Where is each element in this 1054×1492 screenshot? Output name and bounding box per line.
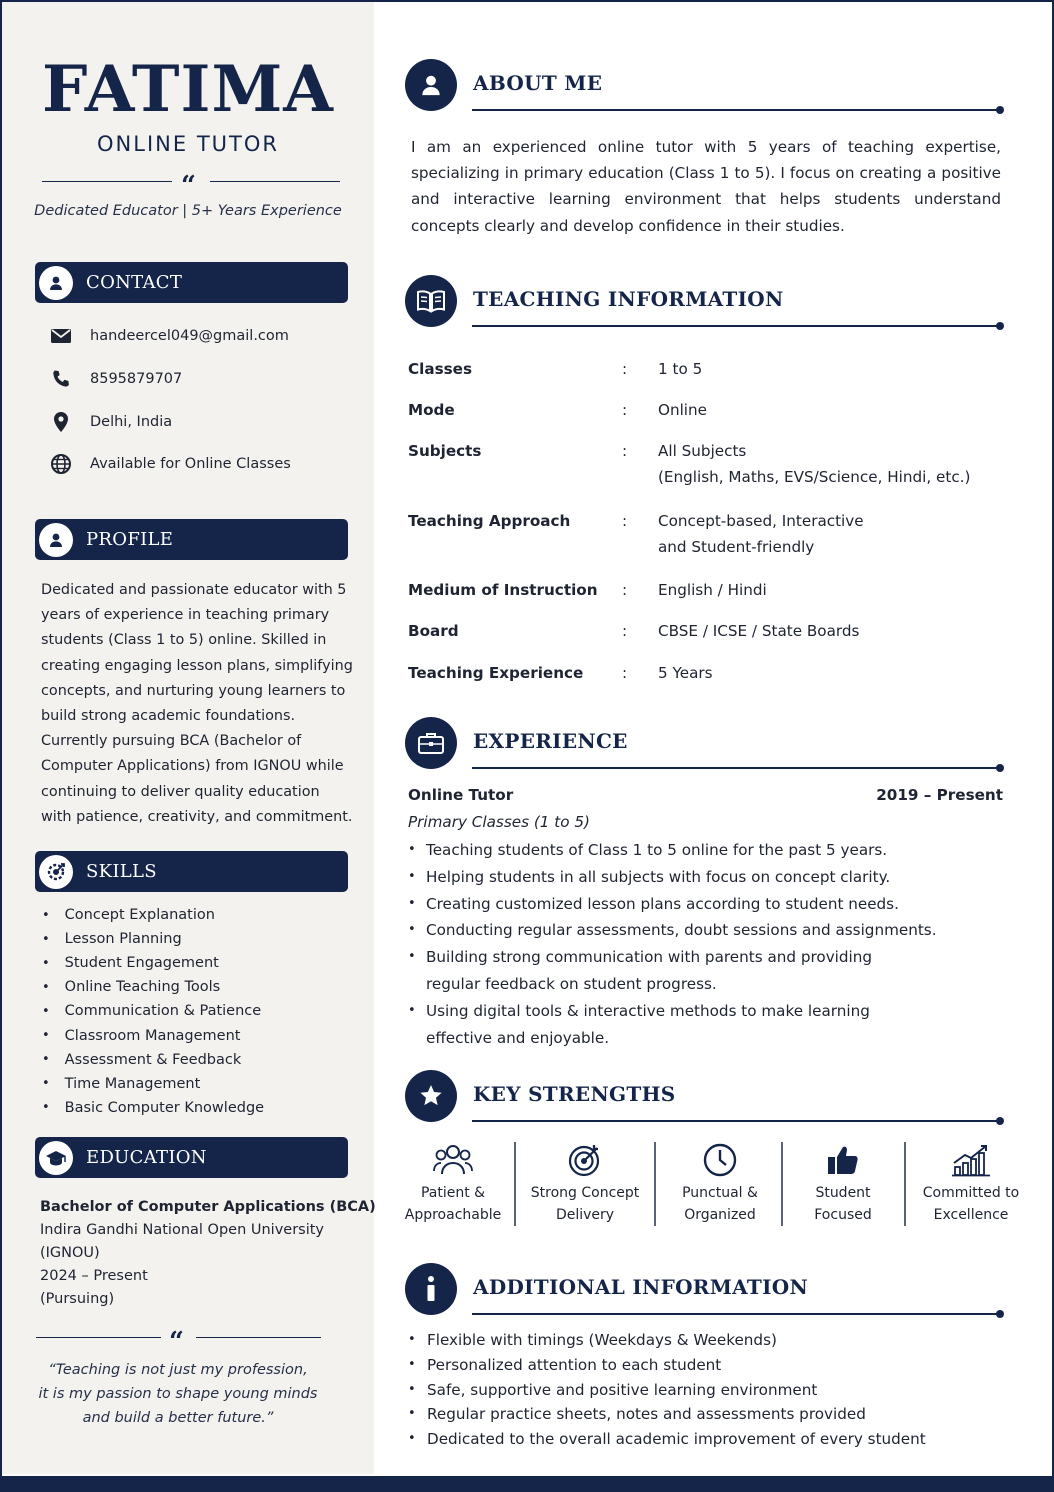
skill-item: • Assessment & Feedback	[42, 1048, 264, 1072]
education-entry	[40, 1196, 376, 1311]
additional-list	[408, 1328, 926, 1452]
row-colon: :	[622, 360, 628, 378]
school-name: Indira Gandhi National Open University	[40, 1222, 325, 1238]
row-label: Mode	[408, 401, 455, 419]
skill-item: • Student Engagement	[42, 951, 264, 975]
availability-text: Available for Online Classes	[90, 456, 291, 472]
quote-line: it is my passion to shape young minds	[38, 1386, 318, 1402]
strength-label: Committed to	[922, 1185, 1020, 1201]
location-pin-icon	[48, 411, 74, 433]
footer-bar	[0, 1476, 1054, 1492]
person-icon	[39, 266, 73, 300]
rule-end-dot	[996, 1310, 1004, 1318]
skill-item: • Time Management	[42, 1072, 264, 1096]
strength-divider	[904, 1142, 906, 1226]
open-book-icon	[405, 275, 457, 327]
strengths-row	[388, 1140, 1038, 1230]
strength-label: Strong Concept	[530, 1185, 640, 1201]
strength-label: Student	[815, 1185, 871, 1201]
row-colon: :	[622, 442, 628, 460]
teaching-row-experience	[408, 660, 1008, 686]
strength-divider	[514, 1142, 516, 1226]
growth-chart-icon	[912, 1140, 1030, 1180]
teaching-row-board	[408, 618, 1008, 644]
row-colon: :	[622, 664, 628, 682]
strength-item	[388, 1140, 518, 1226]
additional-item: • Flexible with timings (Weekdays & Weekends)	[408, 1328, 926, 1353]
person-icon	[39, 523, 73, 557]
strengths-title: KEY STRENGTHS	[473, 1082, 676, 1106]
strength-label: Focused	[814, 1207, 872, 1223]
divider-line	[196, 1337, 321, 1338]
section-rule	[472, 325, 999, 327]
additional-item: • Regular practice sheets, notes and assessments provided	[408, 1402, 926, 1427]
row-value: Online	[658, 401, 707, 419]
contact-email[interactable]	[48, 325, 289, 347]
row-value: CBSE / ICSE / State Boards	[658, 622, 860, 640]
about-title: ABOUT ME	[473, 71, 603, 95]
experience-heading	[405, 717, 1005, 777]
skill-item: • Classroom Management	[42, 1023, 264, 1047]
job-bullet: • Teaching students of Class 1 to 5 online for the past 5 years.	[408, 837, 1008, 864]
contact-location	[48, 411, 172, 433]
job-bullet: • Building strong communication with parents and providing regular feedback on student progress.	[408, 944, 888, 998]
strength-item	[912, 1140, 1030, 1226]
experience-title: EXPERIENCE	[473, 729, 628, 753]
job-dates: 2019 – Present	[876, 786, 1003, 804]
strength-label: Organized	[684, 1207, 756, 1223]
skill-item: • Communication & Patience	[42, 999, 264, 1023]
job-bullets	[408, 837, 1008, 1051]
profile-summary: Dedicated and passionate educator with 5 years of experience in teaching primary students (Class 1 to 5) online. Skilled in creating engaging lesson plans, simplifying concepts, and nurturing young learners to build strong academic foundations. Currently pursuing BCA (Bachelor of Computer Applications) from IGNOU while continuing to deliver quality education with patience, creativity, and commitment.	[41, 582, 353, 825]
strength-divider	[781, 1142, 783, 1226]
skill-item: • Basic Computer Knowledge	[42, 1096, 264, 1120]
job-bullet: • Conducting regular assessments, doubt sessions and assignments.	[408, 917, 1008, 944]
quote-line: and build a better future.”	[82, 1410, 274, 1426]
skills-heading	[35, 851, 348, 892]
strength-item	[660, 1140, 780, 1226]
skill-item: • Online Teaching Tools	[42, 975, 264, 999]
contact-availability	[48, 453, 291, 475]
graduation-cap-icon	[39, 1141, 73, 1175]
row-value: 5 Years	[658, 664, 713, 682]
skills-title: SKILLS	[86, 861, 157, 882]
teaching-heading	[405, 275, 1005, 335]
strength-label: Patient &	[420, 1185, 486, 1201]
rule-end-dot	[996, 322, 1004, 330]
section-rule	[472, 1313, 999, 1315]
rule-end-dot	[996, 1117, 1004, 1125]
job-title: Online Tutor	[408, 786, 514, 804]
row-value: All Subjects (English, Maths, EVS/Science, Hindi, etc.)	[658, 442, 971, 486]
additional-item: • Dedicated to the overall academic improvement of every student	[408, 1427, 926, 1452]
candidate-role: ONLINE TUTOR	[97, 132, 279, 156]
phone-icon	[48, 368, 74, 390]
phone-text: 8595879707	[90, 371, 183, 387]
additional-title: ADDITIONAL INFORMATION	[473, 1275, 809, 1299]
divider-line	[36, 1337, 161, 1338]
teaching-row-mode	[408, 397, 1008, 423]
strength-label: Excellence	[933, 1207, 1009, 1223]
row-label: Teaching Experience	[408, 664, 584, 682]
motto-quote	[0, 1358, 356, 1430]
divider-line	[42, 181, 172, 182]
school-abbr: (IGNOU)	[40, 1245, 100, 1261]
quote-mark-icon: “	[169, 1327, 184, 1357]
profile-heading	[35, 519, 348, 560]
quote-line: “Teaching is not just my profession,	[48, 1362, 308, 1378]
info-icon	[405, 1263, 457, 1315]
contact-phone[interactable]	[48, 368, 182, 390]
additional-item: • Safe, supportive and positive learning environment	[408, 1378, 926, 1403]
about-heading	[405, 59, 1005, 119]
section-rule	[472, 767, 999, 769]
education-heading	[35, 1137, 348, 1178]
row-colon: :	[622, 512, 628, 530]
job-subtitle: Primary Classes (1 to 5)	[408, 813, 590, 831]
strengths-heading	[405, 1070, 1005, 1130]
star-icon	[405, 1070, 457, 1122]
additional-heading	[405, 1263, 1005, 1323]
row-value: English / Hindi	[658, 581, 767, 599]
teaching-row-classes	[408, 356, 1008, 382]
additional-item: • Personalized attention to each student	[408, 1353, 926, 1378]
tagline: Dedicated Educator | 5+ Years Experience	[34, 203, 342, 219]
education-years: 2024 – Present	[40, 1268, 148, 1284]
email-text: handeercel049@gmail.com	[90, 328, 289, 344]
section-rule	[472, 1120, 999, 1122]
strength-label: Punctual &	[682, 1185, 758, 1201]
row-colon: :	[622, 581, 628, 599]
strength-divider	[654, 1142, 656, 1226]
person-icon	[405, 59, 457, 111]
contact-heading	[35, 262, 348, 303]
teaching-row-approach	[408, 508, 1008, 560]
row-label: Medium of Instruction	[408, 581, 598, 599]
thumbs-up-icon	[788, 1140, 898, 1180]
row-colon: :	[622, 622, 628, 640]
briefcase-icon	[405, 717, 457, 769]
education-status: (Pursuing)	[40, 1291, 115, 1307]
row-label: Teaching Approach	[408, 512, 571, 530]
row-label: Classes	[408, 360, 473, 378]
strength-item	[788, 1140, 898, 1226]
degree-name: Bachelor of Computer Applications (BCA)	[40, 1199, 376, 1215]
rule-end-dot	[996, 106, 1004, 114]
target-icon	[522, 1140, 648, 1180]
row-value: 1 to 5	[658, 360, 703, 378]
contact-title: CONTACT	[86, 272, 183, 293]
location-text: Delhi, India	[90, 414, 173, 430]
skill-item: • Lesson Planning	[42, 927, 264, 951]
row-value: Concept-based, Interactive and Student-friendly	[658, 512, 864, 556]
teaching-title: TEACHING INFORMATION	[473, 287, 784, 311]
gear-target-icon	[39, 855, 73, 889]
job-bullet: • Using digital tools & interactive methods to make learning effective and enjoyable.	[408, 998, 888, 1052]
strength-label: Delivery	[555, 1207, 615, 1223]
row-colon: :	[622, 401, 628, 419]
quote-mark-icon: “	[181, 171, 196, 201]
row-label: Board	[408, 622, 459, 640]
strength-label: Approachable	[404, 1207, 502, 1223]
teaching-row-medium	[408, 577, 1008, 603]
divider-line	[210, 181, 340, 182]
envelope-icon	[48, 325, 74, 347]
skill-item: • Concept Explanation	[42, 903, 264, 927]
candidate-name: FATIMA	[42, 52, 334, 127]
section-rule	[472, 109, 999, 111]
rule-end-dot	[996, 764, 1004, 772]
profile-title: PROFILE	[86, 529, 174, 550]
clock-icon	[660, 1140, 780, 1180]
globe-icon	[48, 453, 74, 475]
job-bullet: • Creating customized lesson plans according to student needs.	[408, 891, 1008, 918]
skills-list	[42, 903, 264, 1120]
people-icon	[388, 1140, 518, 1180]
job-bullet: • Helping students in all subjects with focus on concept clarity.	[408, 864, 1008, 891]
row-label: Subjects	[408, 442, 482, 460]
education-title: EDUCATION	[86, 1147, 207, 1168]
strength-item	[522, 1140, 648, 1226]
teaching-row-subjects	[408, 438, 1008, 490]
about-text: I am an experienced online tutor with 5 years of teaching expertise, specializing in primary education (Class 1 to 5). I focus on creating a positive and interactive learning environment that helps students understand concepts clearly and develop confidence in their studies.	[411, 138, 1001, 235]
